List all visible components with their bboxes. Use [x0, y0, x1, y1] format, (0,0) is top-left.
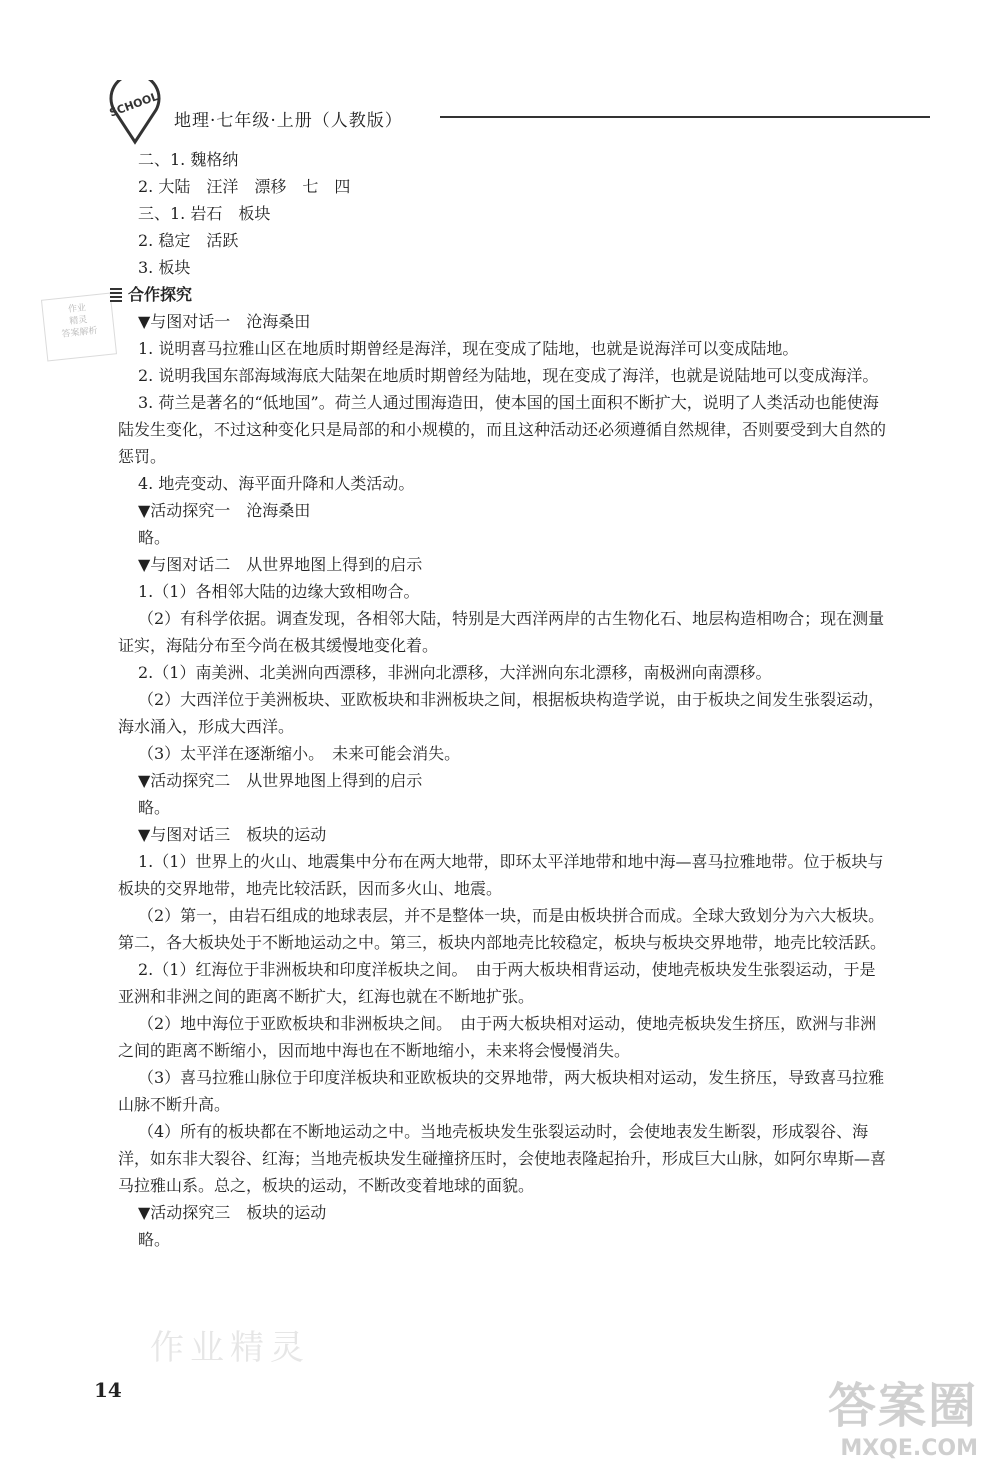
answer-paragraph: （3）喜马拉雅山脉位于印度洋板块和亚欧板块的交界地带，两大板块相对运动，发生挤压，导致喜马拉雅山脉不断升高。: [118, 1068, 885, 1114]
answer-content: [118, 146, 888, 1253]
school-logo-icon: [100, 80, 170, 150]
answer-line: 3. 板块: [138, 258, 191, 277]
answer-line: 略。: [138, 1230, 171, 1249]
header-rule: [440, 116, 930, 118]
header-title: 地理·七年级·上册（人教版）: [174, 111, 403, 131]
answer-line: 2. 大陆 汪洋 漂移 七 四: [138, 177, 351, 196]
answer-paragraph: 4. 地壳变动、海平面升降和人类活动。: [138, 474, 415, 493]
answer-line: ▼活动探究三 板块的运动: [138, 1203, 327, 1222]
answer-line: ▼活动探究一 沧海桑田: [138, 501, 311, 520]
section-heading-text: 合作探究: [128, 285, 193, 304]
answer-paragraph: 2. 说明我国东部海域海底大陆架在地质时期曾经为陆地，现在变成了海洋，也就是说陆地可以变成海洋。: [138, 366, 879, 385]
answer-line: ▼与图对话三 板块的运动: [138, 825, 327, 844]
answer-paragraph: 2.（1）南美洲、北美洲向西漂移，非洲向北漂移，大洋洲向东北漂移，南极洲向南漂移。: [138, 663, 772, 682]
answer-line: ▼与图对话二 从世界地图上得到的启示: [138, 555, 423, 574]
answer-paragraph: （3）太平洋在逐渐缩小。 未来可能会消失。: [138, 744, 461, 763]
answer-line: ▼活动探究二 从世界地图上得到的启示: [138, 771, 423, 790]
answer-line: ▼与图对话一 沧海桑田: [138, 312, 311, 331]
corner-watermark-url: MXQE.COM: [840, 1436, 978, 1461]
stamp-line: 答案解析: [61, 326, 99, 340]
section-heading: [110, 281, 888, 308]
section-marker-icon: [110, 288, 122, 302]
answer-paragraph: 1.（1）世界上的火山、地震集中分布在两大地带，即环太平洋地带和地中海—喜马拉雅地带。位于板块与板块的交界地带，地壳比较活跃，因而多火山、地震。: [118, 852, 884, 898]
answer-paragraph: 1.（1）各相邻大陆的边缘大致相吻合。: [138, 582, 420, 601]
page-header: [100, 80, 930, 140]
answer-line: 2. 稳定 活跃: [138, 231, 239, 250]
faint-watermark: 作业精灵: [150, 1328, 310, 1368]
answer-line: 三、1. 岩石 板块: [138, 204, 271, 223]
stamp-line: 作业: [67, 303, 87, 316]
answer-paragraph: （2）有科学依据。调查发现，各相邻大陆，特别是大西洋两岸的古生物化石、地层构造相吻合；现在测量证实，海陆分布至今尚在极其缓慢地变化着。: [118, 609, 885, 655]
page-number: 14: [94, 1378, 122, 1402]
answer-paragraph: 2.（1）红海位于非洲板块和印度洋板块之间。 由于两大板块相背运动，使地壳板块发生张裂运动，于是亚洲和非洲之间的距离不断扩大，红海也就在不断地扩张。: [118, 960, 876, 1006]
answer-paragraph: （2）地中海位于亚欧板块和非洲板块之间。 由于两大板块相对运动，使地壳板块发生挤压，欧洲与非洲之间的距离不断缩小，因而地中海也在不断地缩小，未来将会慢慢消失。: [118, 1014, 877, 1060]
answer-line: 略。: [138, 528, 171, 547]
answer-paragraph: （2）大西洋位于美洲板块、亚欧板块和非洲板块之间，根据板块构造学说，由于板块之间发生张裂运动，海水涌入，形成大西洋。: [118, 690, 885, 736]
answer-paragraph: 3. 荷兰是著名的“低地国”。荷兰人通过围海造田，使本国的国土面积不断扩大，说明了人类活动也能使海陆发生变化，不过这种变化只是局部的和小规模的，而且这种活动还必须遵循自然规律，否则要受到大自然的惩罚。: [118, 393, 887, 466]
answer-paragraph: （2）第一，由岩石组成的地球表层，并不是整体一块，而是由板块拼合而成。全球大致划分为六大板块。第二，各大板块处于不断地运动之中。第三，板块内部地壳比较稳定，板块与板块交界地带，地壳比较活跃。: [118, 906, 887, 952]
answer-line: 略。: [138, 798, 171, 817]
corner-watermark-title: 答案圈: [827, 1378, 978, 1434]
corner-watermark: [808, 1367, 978, 1461]
answer-line: 二、1. 魏格纳: [138, 150, 239, 169]
stamp-watermark: [41, 293, 117, 362]
answer-paragraph: 1. 说明喜马拉雅山区在地质时期曾经是海洋，现在变成了陆地，也就是说海洋可以变成陆地。: [138, 339, 799, 358]
stamp-line: 精灵: [68, 315, 88, 327]
answer-paragraph: （4）所有的板块都在不断地运动之中。当地壳板块发生张裂运动时，会使地表发生断裂，形成裂谷、海洋，如东非大裂谷、红海；当地壳板块发生碰撞挤压时，会使地表隆起抬升，形成巨大山脉，如阿尔卑斯—喜马拉雅山系。总之，板块的运动，不断改变着地球的面貌。: [118, 1122, 887, 1195]
logo-text: SCHOOL: [107, 89, 160, 120]
